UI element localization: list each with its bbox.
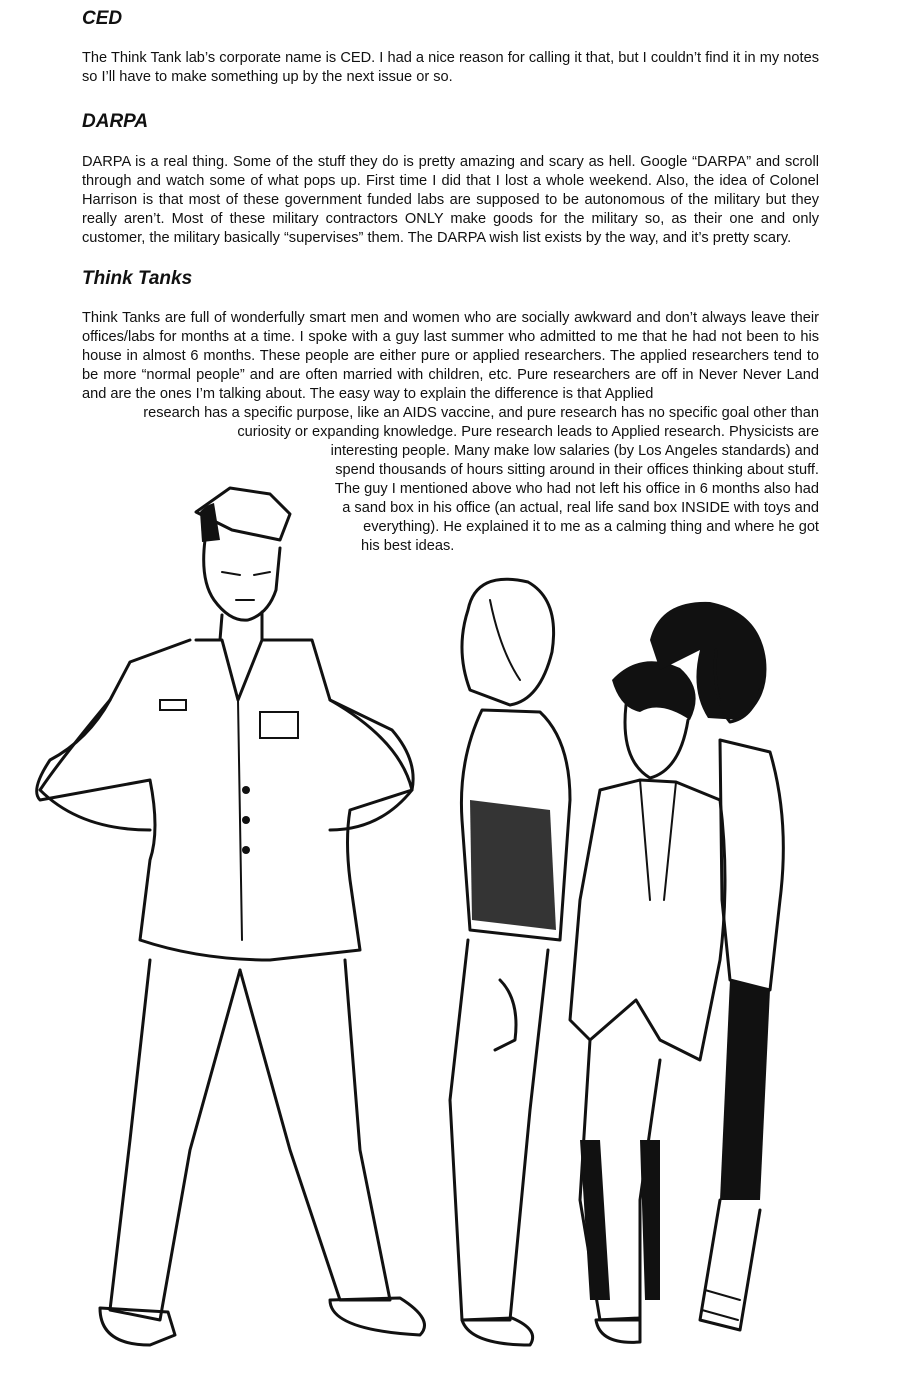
ced-heading: CED	[82, 8, 123, 29]
researcher-hooded-figure	[450, 579, 570, 1345]
think-tanks-paragraph: Think Tanks are full of wonderfully smart men and women who are socially awkward and don’t always leave their offices/labs for months at a time. I spoke with a guy last summer who admitted to me that he had not been to his house in almost 6 months. These people are either pure or applied researchers. The applied researchers tend to be more “normal people” and are often married with children, etc. Pure researchers are off in Never Never Land and are the ones I’m talking about. The easy way to explain the difference is that Applied	[82, 310, 819, 402]
think-tanks-heading: Think Tanks	[82, 268, 193, 289]
wrap-line: research has a specific purpose, like an AIDS vaccine, and pure research has no specific goal other than	[143, 405, 819, 421]
ced-paragraph: The Think Tank lab’s corporate name is CED. I had a nice reason for calling it that, but I couldn’t find it in my notes so I’ll have to make something up by the next issue or so.	[82, 50, 819, 85]
character-illustration	[0, 470, 900, 1384]
wrap-line: a sand box in his office (an actual, real life sand box INSIDE with toys and	[342, 500, 819, 516]
wrap-line: his best ideas.	[361, 538, 455, 554]
researcher-curly-hair-figure	[650, 602, 783, 1330]
darpa-heading: DARPA	[82, 111, 149, 132]
wrap-line: spend thousands of hours sitting around in their offices thinking about stuff.	[335, 462, 819, 478]
military-officer-figure	[37, 488, 425, 1345]
wrap-line: everything). He explained it to me as a calming thing and where he got	[363, 519, 819, 535]
darpa-paragraph: DARPA is a real thing. Some of the stuff they do is pretty amazing and scary as hell. Google “DARPA” and scroll through and watch some of what pops up. First time I did that I lost a whole weekend. Also, the idea of Colonel Harrison is that most of these government funded labs are supposed to be autonomous of the military but they really aren’t. Most of these military contractors ONLY make goods for the military so, as their one and only customer, the military basically “supervises” them. The DARPA wish list exists by the way, and it’s pretty scary.	[82, 154, 819, 246]
wrap-line: interesting people. Many make low salaries (by Los Angeles standards) and	[330, 443, 819, 459]
wrap-line: curiosity or expanding knowledge. Pure research leads to Applied research. Physicists are	[237, 424, 819, 440]
wrap-line: The guy I mentioned above who had not left his office in 6 months also had	[334, 481, 819, 497]
researcher-coat-figure	[570, 661, 725, 1342]
